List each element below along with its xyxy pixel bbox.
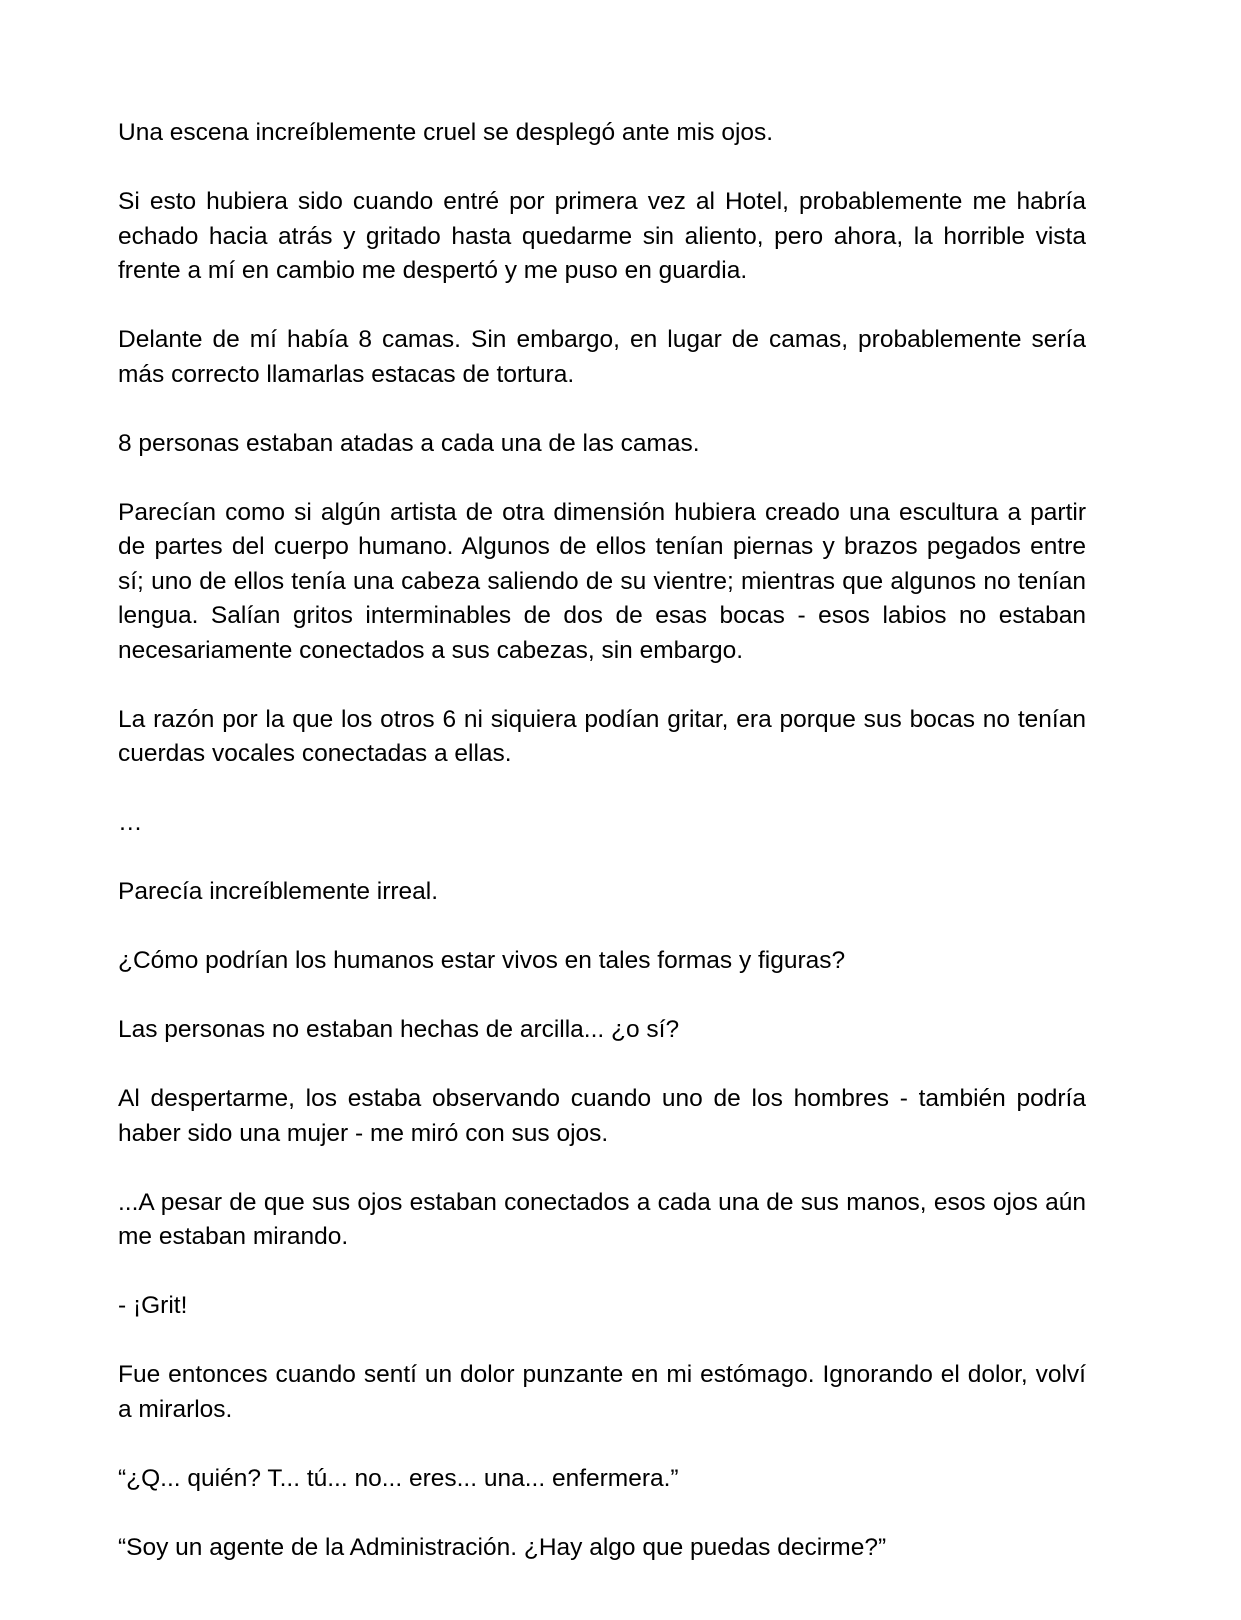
paragraph-14: “¿Q... quién? T... tú... no... eres... una... enfermera.” xyxy=(118,1464,679,1492)
paragraph-3: Delante de mí había 8 camas. Sin embargo, en lugar de camas, probablemente sería más correcto llamarlas estacas de tortura. xyxy=(118,326,1086,388)
scene-break: … xyxy=(118,809,143,836)
document-page xyxy=(118,116,1086,1600)
paragraph-15: “Soy un agente de la Administración. ¿Hay algo que puedas decirme?” xyxy=(118,1533,887,1561)
paragraph-4: 8 personas estaban atadas a cada una de las camas. xyxy=(118,429,700,457)
paragraph-5: Parecían como si algún artista de otra dimensión hubiera creado una escultura a partir de partes del cuerpo humano. Algunos de ellos tenían piernas y brazos pegados entre sí; uno de ellos tenía una cabeza saliendo de su vientre; mientras que algunos no tenían lengua. Salían gritos interminables de dos de esas bocas - esos labios no estaban necesariamente conectados a sus cabezas, sin embargo. xyxy=(118,498,1086,664)
paragraph-11: ...A pesar de que sus ojos estaban conectados a cada una de sus manos, esos ojos aún me estaban mirando. xyxy=(118,1188,1086,1250)
paragraph-2: Si esto hubiera sido cuando entré por primera vez al Hotel, probablemente me habría echado hacia atrás y gritado hasta quedarme sin aliento, pero ahora, la horrible vista frente a mí en cambio me despertó y me puso en guardia. xyxy=(118,188,1086,284)
paragraph-6: La razón por la que los otros 6 ni siquiera podían gritar, era porque sus bocas no tenían cuerdas vocales conectadas a ellas. xyxy=(118,705,1086,767)
paragraph-1: Una escena increíblemente cruel se desplegó ante mis ojos. xyxy=(118,119,774,146)
paragraph-8: ¿Cómo podrían los humanos estar vivos en tales formas y figuras? xyxy=(118,947,846,974)
paragraph-10: Al despertarme, los estaba observando cuando uno de los hombres - también podría haber sido una mujer - me miró con sus ojos. xyxy=(118,1085,1086,1147)
paragraph-7: Parecía increíblemente irreal. xyxy=(118,878,439,905)
paragraph-9: Las personas no estaban hechas de arcilla... ¿o sí? xyxy=(118,1016,680,1043)
paragraph-13: Fue entonces cuando sentí un dolor punzante en mi estómago. Ignorando el dolor, volví a mirarlos. xyxy=(118,1361,1086,1423)
paragraph-12: - ¡Grit! xyxy=(118,1292,188,1319)
